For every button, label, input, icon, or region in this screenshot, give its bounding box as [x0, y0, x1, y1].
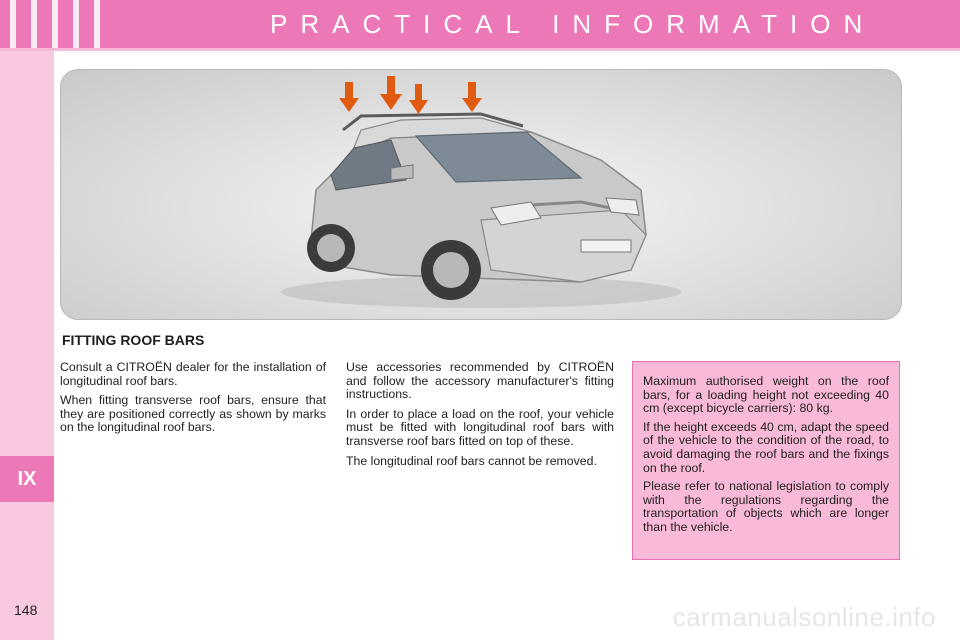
page-header: [0, 0, 960, 48]
paragraph: Use accessories recommended by CITROËN and follow the accessory manufacturer's fitting instructions.: [346, 360, 614, 402]
paragraph: In order to place a load on the roof, your vehicle must be fitted with longitudinal roof bars with transverse roof bars fitted on top of these.: [346, 406, 614, 448]
car-illustration: [60, 69, 902, 320]
text-column-left: [60, 361, 326, 441]
left-rail: [0, 51, 54, 640]
header-stripe: [94, 0, 100, 48]
text-column-middle: [346, 361, 614, 474]
page-title: PRACTICAL INFORMATION: [270, 9, 876, 39]
watermark: carmanualsonline.info: [672, 602, 936, 632]
chapter-label: IX: [17, 467, 37, 490]
chapter-tab[interactable]: [0, 456, 54, 502]
info-note-box: [632, 361, 900, 560]
car-with-roof-bars-icon: [61, 70, 901, 319]
note-paragraph: Maximum authorised weight on the roof bars, for a loading height not exceeding 40 cm (except bicycle carriers): 80 kg.: [643, 374, 889, 416]
page-number: 148: [14, 602, 38, 618]
paragraph: Consult a CITROËN dealer for the installation of longitudinal roof bars.: [60, 360, 326, 388]
section-title: FITTING ROOF BARS: [62, 332, 205, 348]
paragraph: The longitudinal roof bars cannot be removed.: [346, 453, 597, 468]
header-stripe: [52, 0, 58, 48]
header-stripe: [73, 0, 79, 48]
header-stripe: [10, 0, 16, 48]
header-stripes: [10, 0, 115, 48]
note-paragraph: Please refer to national legislation to comply with the regulations regarding the transportation of objects which are longer than the vehicle.: [643, 479, 889, 534]
paragraph: When fitting transverse roof bars, ensure that they are positioned correctly as shown by marks on the longitudinal roof bars.: [60, 393, 326, 435]
header-divider: [0, 48, 960, 51]
note-paragraph: If the height exceeds 40 cm, adapt the speed of the vehicle to the condition of the road, to avoid damaging the roof bars and the fixings on the roof.: [643, 419, 889, 475]
header-stripe: [31, 0, 37, 48]
